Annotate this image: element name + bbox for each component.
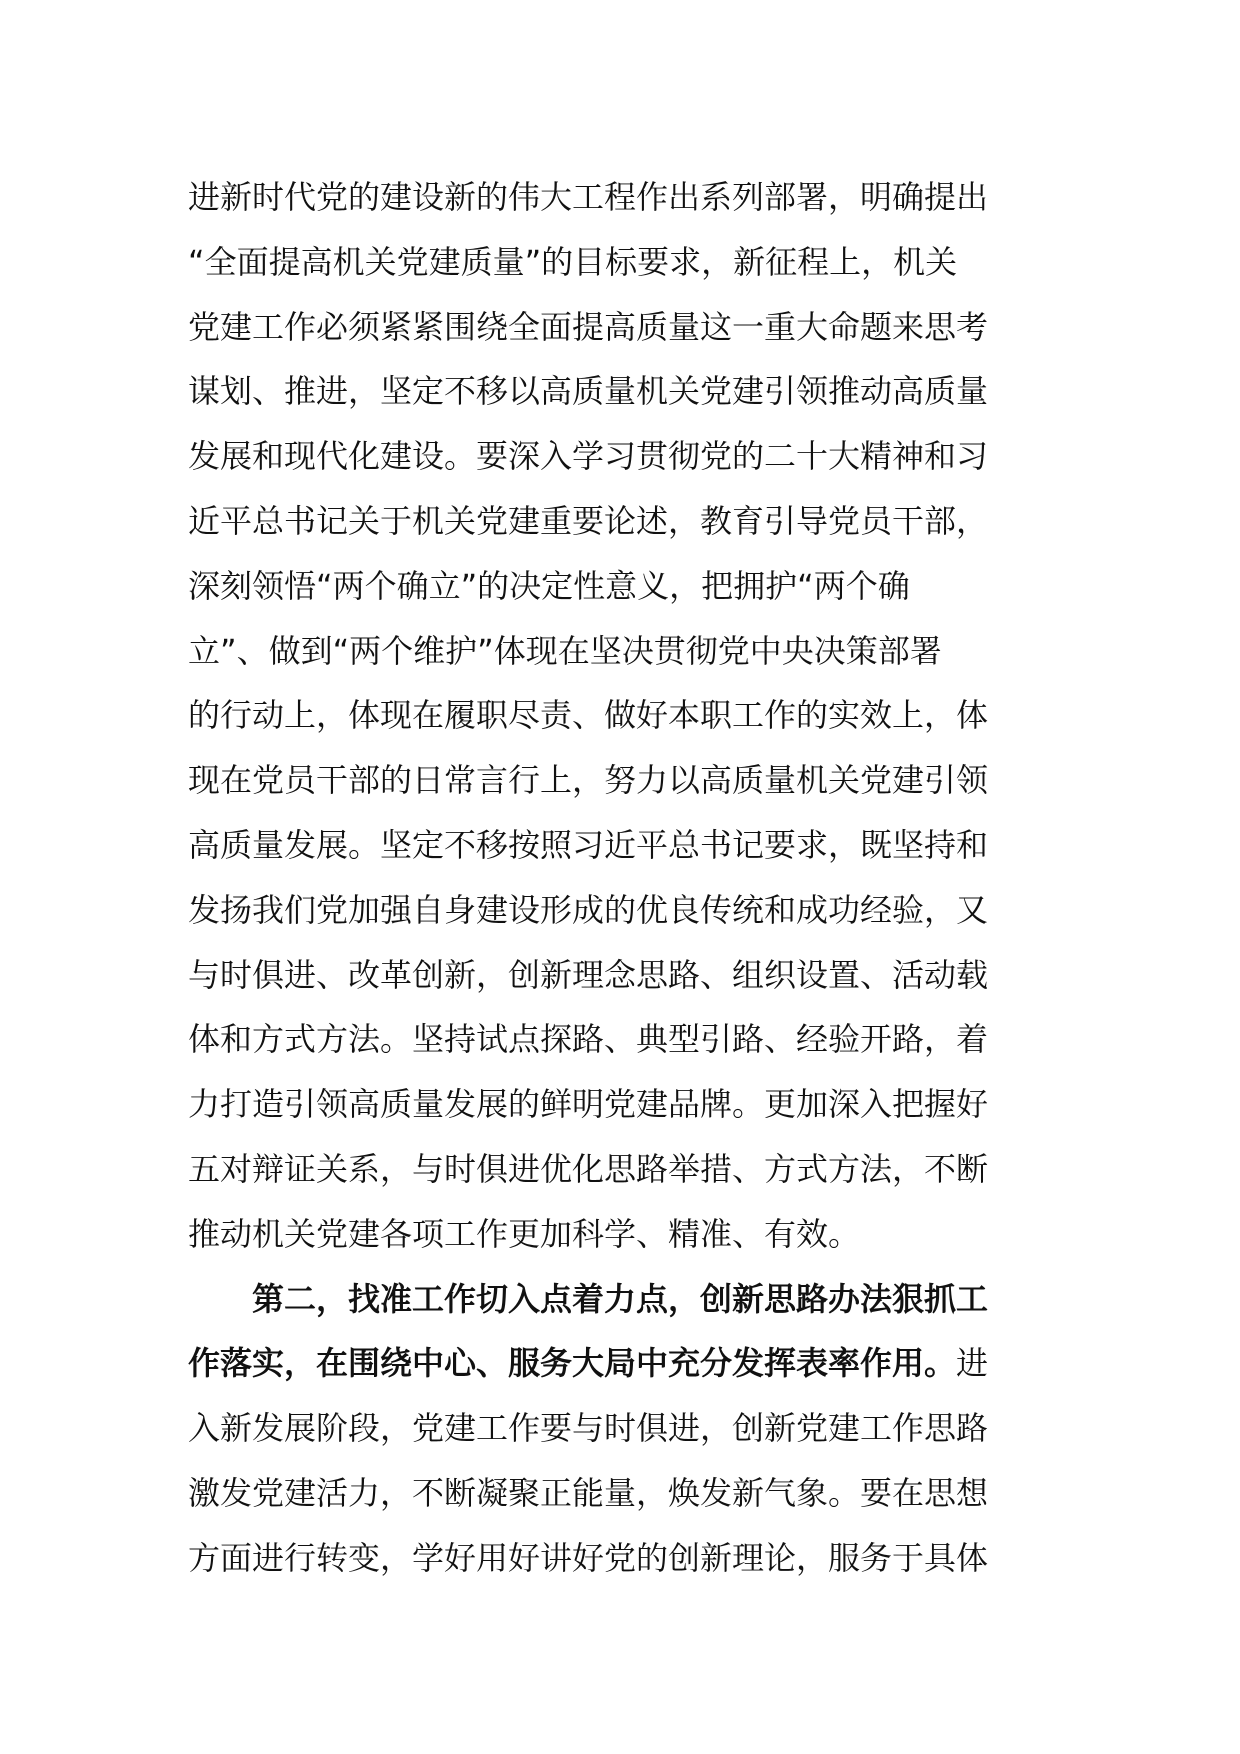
text-segment: 党建工作必须紧紧围绕全面提高质量这一重大命题来思考	[188, 307, 989, 346]
text-line	[188, 1526, 1058, 1591]
text-line	[188, 1007, 1058, 1072]
text-segment: 体和方式方法。坚持试点探路、典型引路、经验开路，着	[188, 1020, 989, 1059]
text-line	[188, 295, 1058, 360]
text-line	[188, 1396, 1058, 1461]
text-segment: 现在党员干部的日常言行上，努力以高质量机关党建引领	[188, 761, 989, 800]
text-segment: 与时俱进、改革创新，创新理念思路、组织设置、活动载	[188, 955, 989, 994]
text-segment: 高质量发展。坚定不移按照习近平总书记要求，既坚持和	[188, 825, 989, 864]
text-segment: 谋划、推进，坚定不移以高质量机关党建引领推动高质量	[188, 372, 989, 411]
text-line	[188, 1072, 1058, 1137]
text-line	[188, 1137, 1058, 1202]
text-line	[188, 878, 1058, 943]
text-segment: 近平总书记关于机关党建重要论述，教育引导党员干部，	[188, 501, 989, 540]
section-heading-text: 第二，找准工作切入点着力点，创新思路办法狠抓工	[252, 1279, 989, 1318]
text-segment: 的行动上，体现在履职尽责、做好本职工作的实效上，体	[188, 696, 989, 735]
text-segment: 入新发展阶段，党建工作要与时俱进，创新党建工作思路	[188, 1409, 989, 1448]
text-segment: 力打造引领高质量发展的鲜明党建品牌。更加深入把握好	[188, 1085, 989, 1124]
text-line	[188, 489, 1058, 554]
text-line	[188, 554, 1058, 619]
text-segment: 方面进行转变，学好用好讲好党的创新理论，服务于具体	[188, 1538, 989, 1577]
body-text	[188, 165, 1058, 1591]
text-line	[188, 813, 1058, 878]
text-line	[188, 230, 1058, 295]
text-segment: 发展和现代化建设。要深入学习贯彻党的二十大精神和习	[188, 437, 989, 476]
text-segment: 激发党建活力，不断凝聚正能量，焕发新气象。要在思想	[188, 1473, 989, 1512]
section-heading-line	[188, 1267, 1058, 1332]
text-segment: “全面提高机关党建质量”的目标要求，新征程上，机关	[188, 242, 958, 281]
text-line	[188, 683, 1058, 748]
text-segment: 深刻领悟“两个确立”的决定性意义，把拥护“两个确	[188, 566, 910, 605]
text-line	[188, 424, 1058, 489]
section-heading-line	[188, 1331, 1058, 1396]
text-line	[188, 165, 1058, 230]
text-segment: 五对辩证关系，与时俱进优化思路举措、方式方法，不断	[188, 1149, 989, 1188]
text-line	[188, 1202, 1058, 1267]
text-line	[188, 943, 1058, 1008]
text-segment: 发扬我们党加强自身建设形成的优良传统和成功经验，又	[188, 890, 989, 929]
text-line	[188, 1461, 1058, 1526]
text-segment: 进	[956, 1344, 989, 1383]
text-line	[188, 748, 1058, 813]
text-line	[188, 619, 1058, 684]
text-segment: 立”、做到“两个维护”体现在坚决贯彻党中央决策部署	[188, 631, 942, 670]
text-segment: 进新时代党的建设新的伟大工程作出系列部署，明确提出	[188, 178, 989, 216]
text-segment: 推动机关党建各项工作更加科学、精准、有效。	[188, 1214, 861, 1253]
section-heading-text: 作落实，在围绕中心、服务大局中充分发挥表率作用。	[188, 1344, 957, 1383]
text-line	[188, 359, 1058, 424]
